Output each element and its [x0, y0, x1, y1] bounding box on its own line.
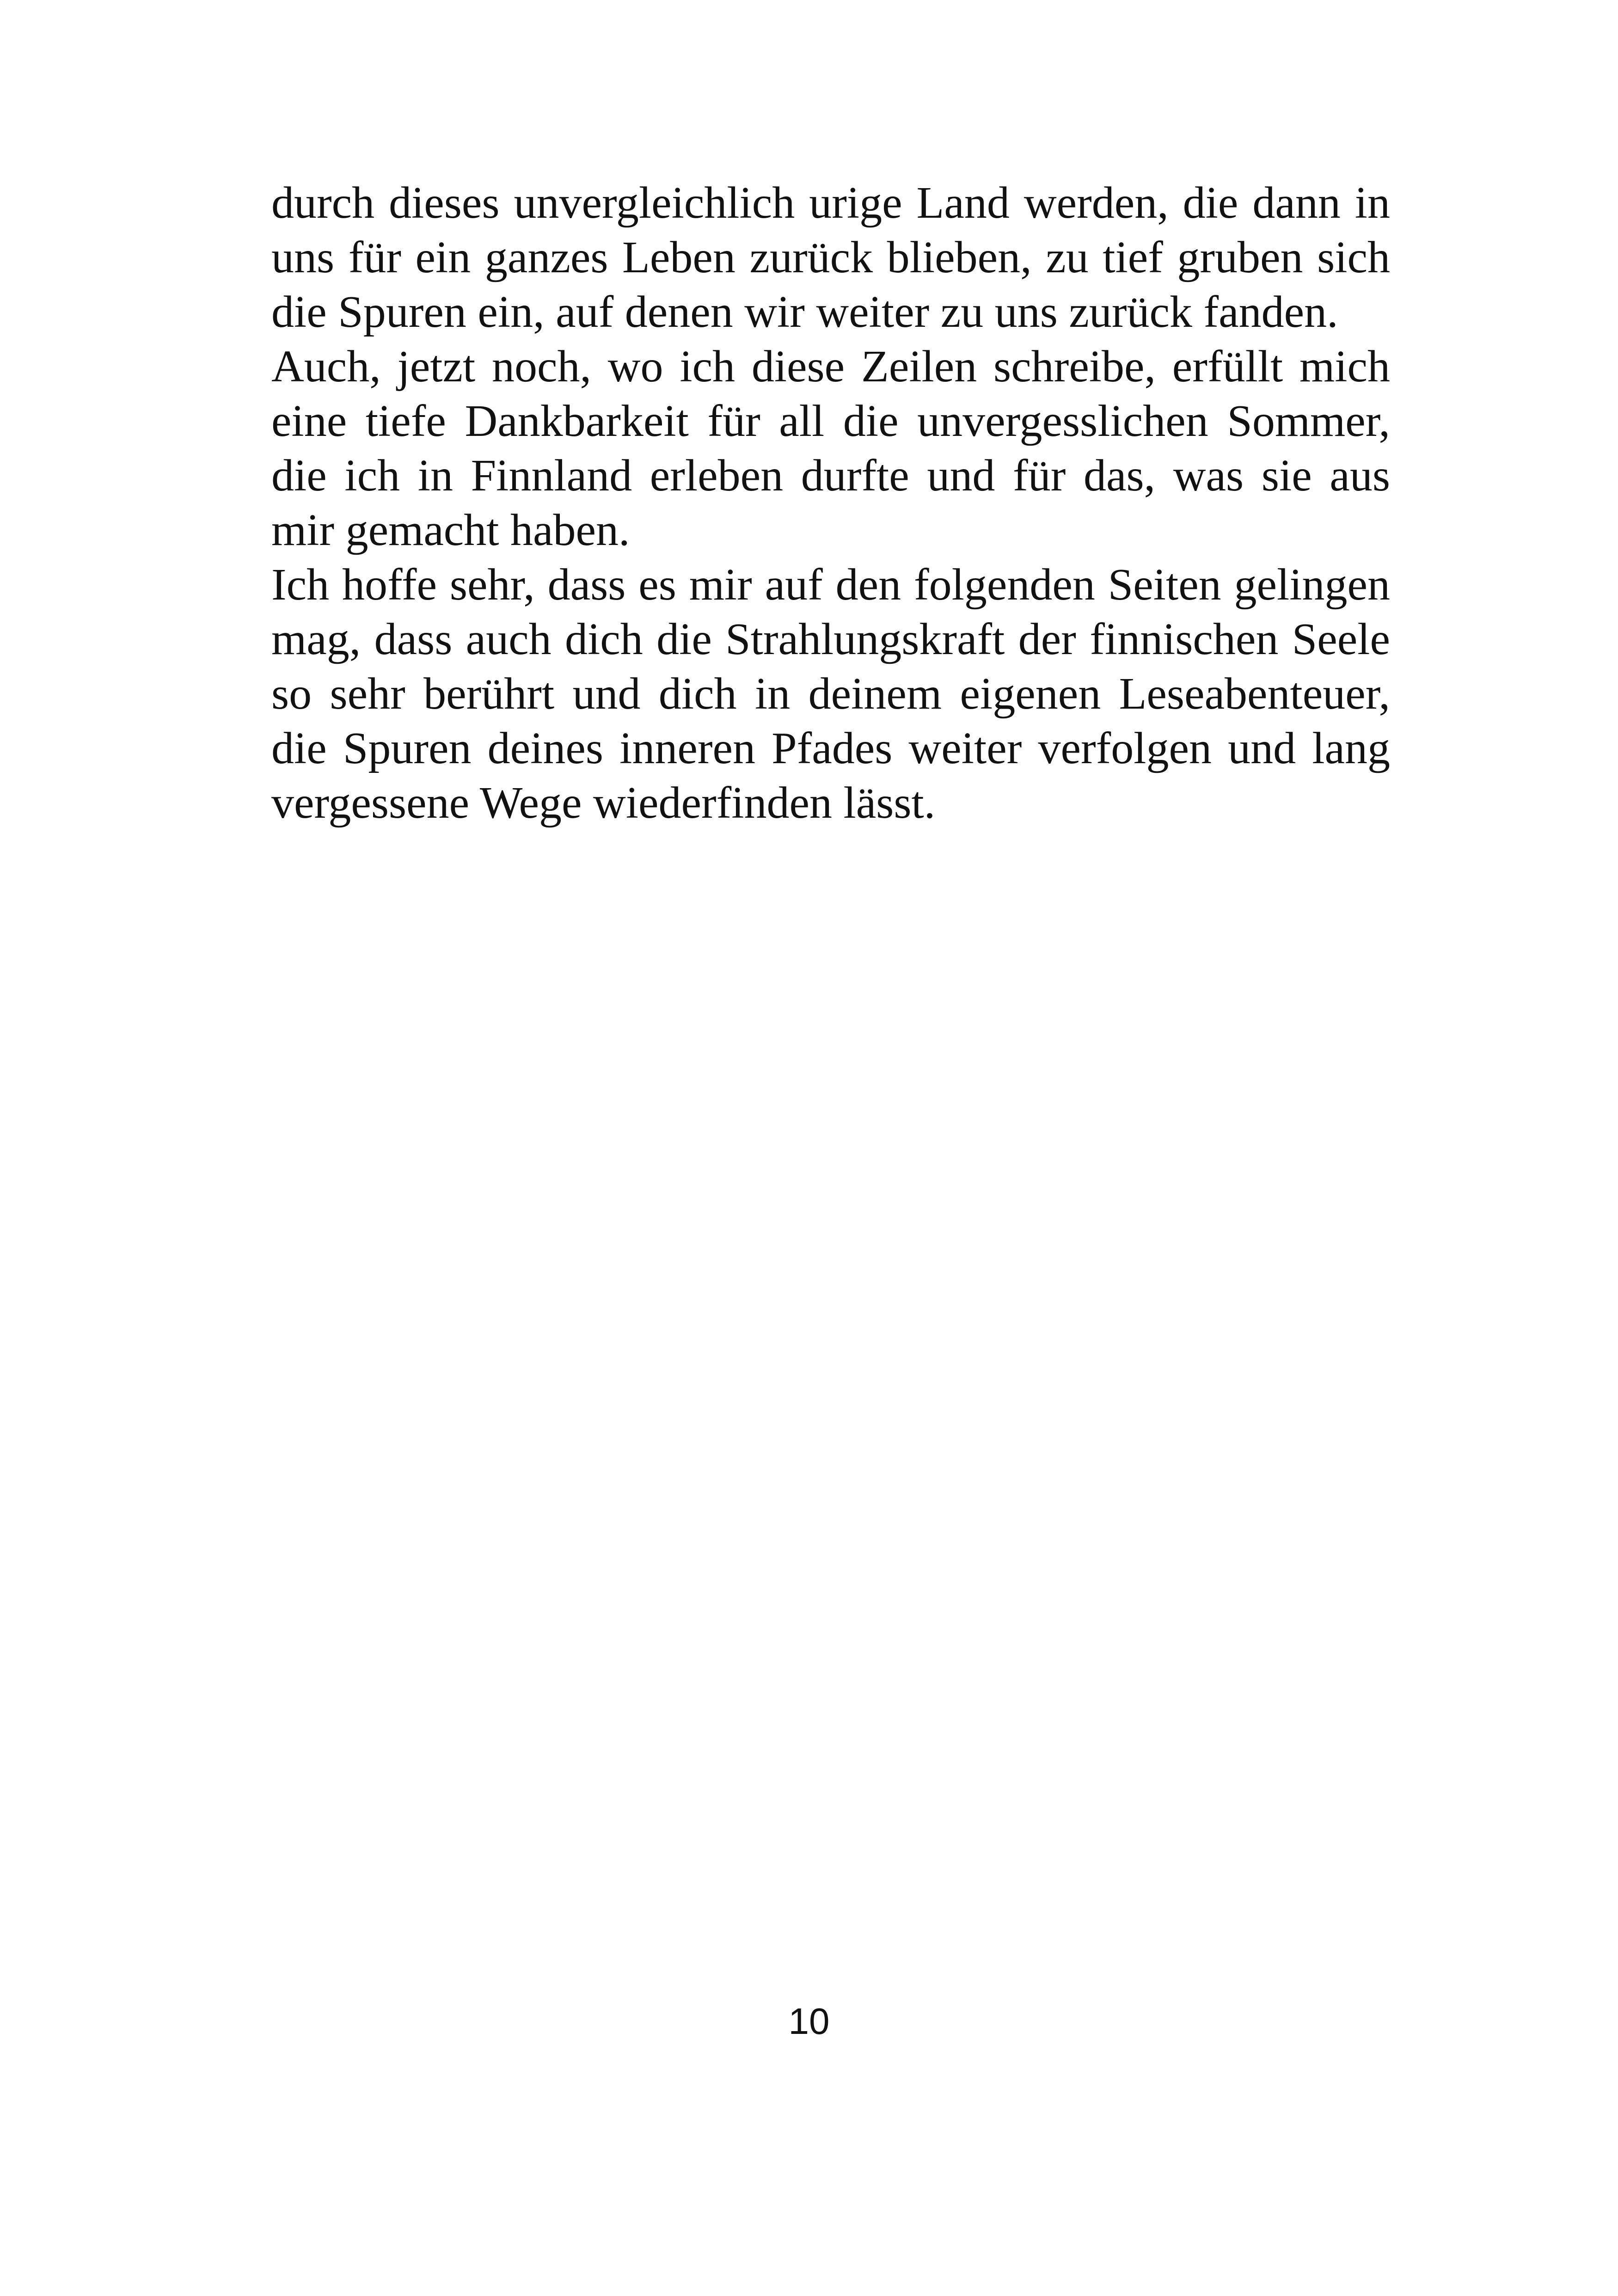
- page-number: 10: [788, 2001, 830, 2042]
- paragraph: durch dieses unvergleichlich urige Land werden, die dann in uns für ein ganzes Leben zurück blieben, zu tief gruben sich die Spuren ein, auf denen wir weiter zu uns zurück fanden.: [271, 178, 1390, 337]
- paragraph: Ich hoffe sehr, dass es mir auf den folgenden Seiten gelingen mag, dass auch dich die Strahlungskraft der finnischen Seele so sehr berührt und dich in deinem eigenen Leseabenteuer, die Spuren deines inneren Pfades weiter verfolgen und lang vergessene Wege wiederfinden lässt.: [271, 560, 1390, 828]
- body-text: [271, 176, 1390, 830]
- paragraph: Auch, jetzt noch, wo ich diese Zeilen schreibe, erfüllt mich eine tiefe Dankbarkeit für all die unvergesslichen Sommer, die ich in Finnland erleben durfte und für das, was sie aus mir gemacht haben.: [271, 342, 1390, 555]
